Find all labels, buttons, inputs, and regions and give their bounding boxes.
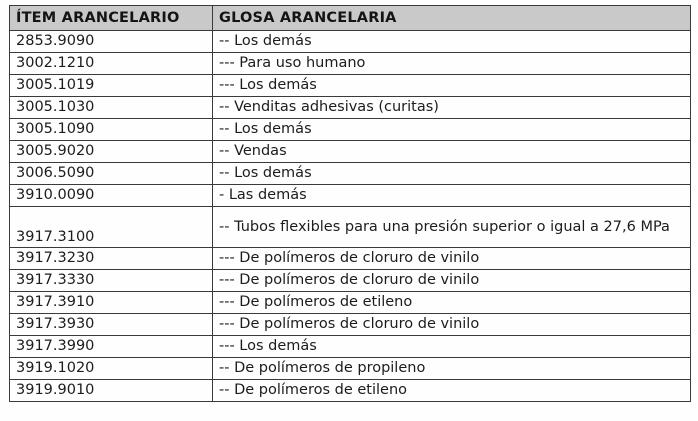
tariff-code: 3910.0090 (10, 185, 213, 207)
tariff-code: 3917.3330 (10, 270, 213, 292)
tariff-description: --- Los demás (213, 336, 691, 358)
tariff-description: -- Venditas adhesivas (curitas) (213, 97, 691, 119)
table-header (10, 6, 691, 31)
tariff-code: 3005.1019 (10, 75, 213, 97)
table-row (10, 97, 691, 119)
tariff-code: 3919.9010 (10, 380, 213, 402)
tariff-table (9, 5, 691, 402)
tariff-description: -- Tubos flexibles para una presión superior o igual a 27,6 MPa (213, 207, 691, 248)
tariff-code: 3006.5090 (10, 163, 213, 185)
tariff-description: --- De polímeros de cloruro de vinilo (213, 270, 691, 292)
table-row (10, 119, 691, 141)
tariff-description: --- De polímeros de cloruro de vinilo (213, 314, 691, 336)
table-row (10, 185, 691, 207)
tariff-code: 3005.1030 (10, 97, 213, 119)
tariff-code: 2853.9090 (10, 31, 213, 53)
tariff-description: -- Los demás (213, 163, 691, 185)
table-row (10, 314, 691, 336)
tariff-description: -- Los demás (213, 119, 691, 141)
tariff-description: --- Para uso humano (213, 53, 691, 75)
tariff-description: -- De polímeros de propileno (213, 358, 691, 380)
tariff-description: -- Los demás (213, 31, 691, 53)
table-row (10, 75, 691, 97)
tariff-description: -- De polímeros de etileno (213, 380, 691, 402)
tariff-description: --- De polímeros de cloruro de vinilo (213, 248, 691, 270)
tariff-code: 3919.1020 (10, 358, 213, 380)
table-row (10, 336, 691, 358)
table-row (10, 207, 691, 248)
header-glosa-arancelaria: GLOSA ARANCELARIA (213, 6, 691, 31)
tariff-description: --- De polímeros de etileno (213, 292, 691, 314)
table-row (10, 141, 691, 163)
tariff-description: - Las demás (213, 185, 691, 207)
tariff-code: 3005.1090 (10, 119, 213, 141)
tariff-code: 3917.3930 (10, 314, 213, 336)
table-row (10, 53, 691, 75)
tariff-description: -- Vendas (213, 141, 691, 163)
table-row (10, 31, 691, 53)
tariff-code: 3917.3230 (10, 248, 213, 270)
tariff-code: 3917.3910 (10, 292, 213, 314)
table-row (10, 380, 691, 402)
table-row (10, 270, 691, 292)
table-row (10, 163, 691, 185)
table-row (10, 292, 691, 314)
tariff-code: 3002.1210 (10, 53, 213, 75)
tariff-description: --- Los demás (213, 75, 691, 97)
table-row (10, 248, 691, 270)
table-body (10, 31, 691, 402)
header-row (10, 6, 691, 31)
tariff-code: 3917.3100 (10, 207, 213, 248)
header-item-arancelario: ÍTEM ARANCELARIO (10, 6, 213, 31)
table-row (10, 358, 691, 380)
tariff-code: 3005.9020 (10, 141, 213, 163)
tariff-code: 3917.3990 (10, 336, 213, 358)
